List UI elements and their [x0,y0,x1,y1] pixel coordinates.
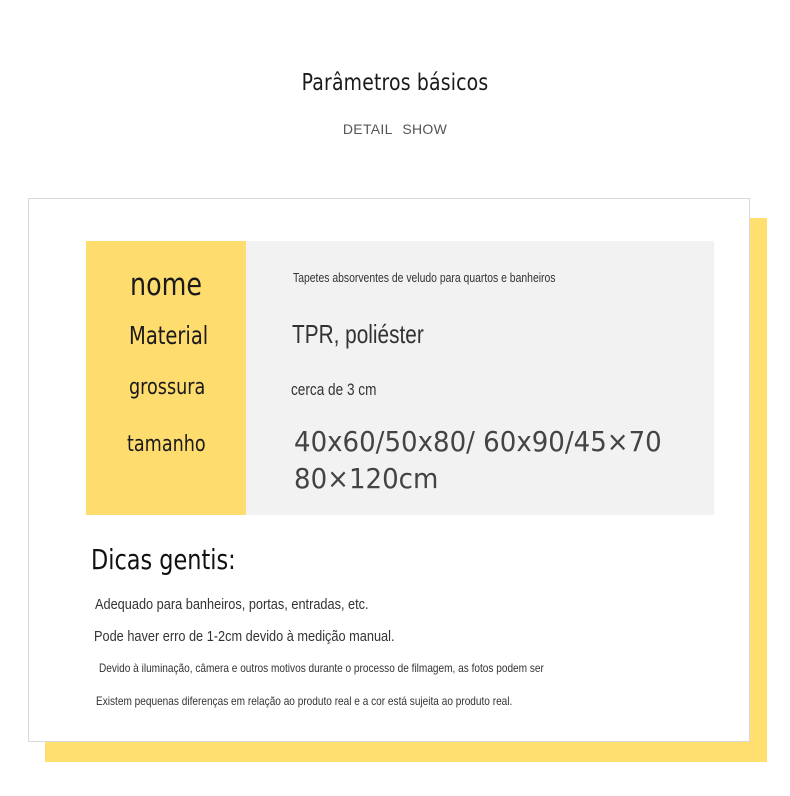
spec-value-size-line2: 80×120cm [294,462,439,495]
tip-item: Existem pequenas diferenças em relação ao produto real e a cor está sujeita ao produto real. [96,694,513,708]
spec-label-size: tamanho [127,432,206,457]
spec-label-thickness: grossura [129,375,206,400]
spec-value-name: Tapetes absorventes de veludo para quartos e banheiros [293,270,556,285]
page-subtitle: DETAIL SHOW [342,121,448,137]
spec-value-size-line1: 40x60/50x80/ 60x90/45×70 [294,425,662,458]
spec-label-name: nome [130,267,203,303]
tip-item: Adequado para banheiros, portas, entradas, etc. [95,596,369,613]
tips-title: Dicas gentis: [91,543,236,576]
spec-label-material: Material [129,321,209,350]
spec-value-material: TPR, poliéster [292,319,424,349]
spec-value-thickness: cerca de 3 cm [291,380,377,399]
spec-table [86,241,714,515]
page-title: Parâmetros básicos [301,70,489,96]
spec-card [28,198,750,742]
tip-item: Pode haver erro de 1-2cm devido à medição manual. [94,628,395,645]
tip-item: Devido à iluminação, câmera e outros motivos durante o processo de filmagem, as fotos podem ser [99,661,544,675]
